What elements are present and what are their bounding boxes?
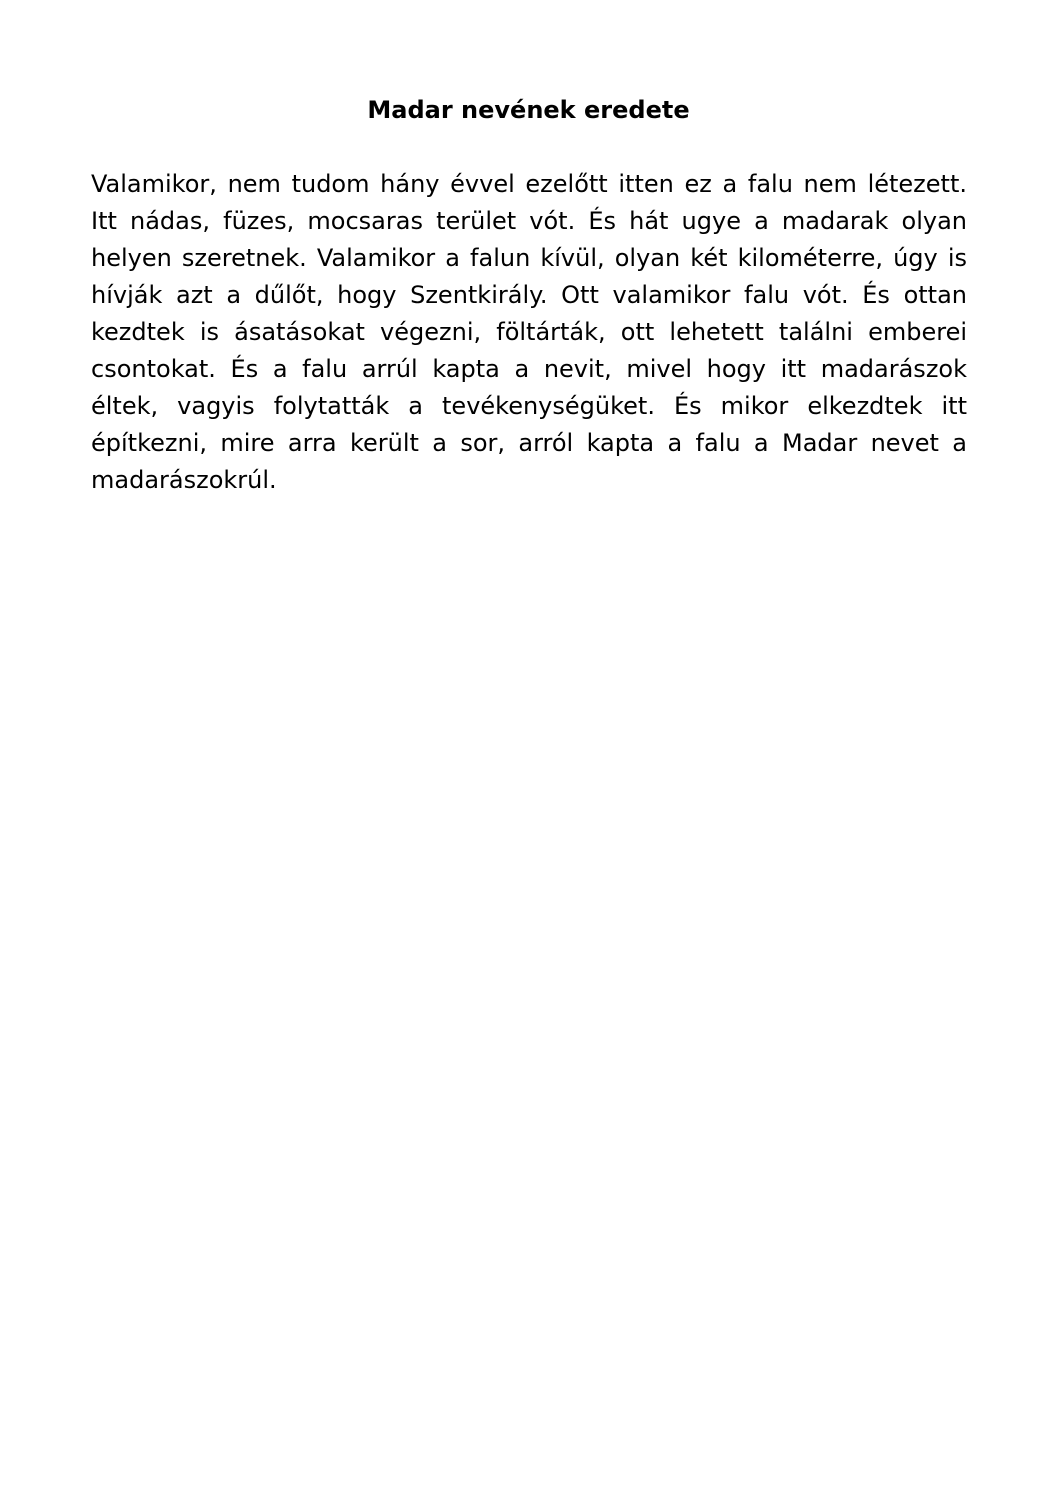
body-line: hívják azt a dűlőt, hogy Szentkirály. Ott valamikor falu vót. És ottan [91, 281, 967, 309]
body-line: Valamikor, nem tudom hány évvel ezelőtt itten ez a falu nem létezett. [91, 170, 967, 198]
body-line: éltek, vagyis folytatták a tevékenységüket. És mikor elkezdtek itt [91, 392, 967, 420]
body-line: építkezni, mire arra került a sor, arról kapta a falu a Madar nevet a [91, 429, 967, 457]
body-line: helyen szeretnek. Valamikor a falun kívül, olyan két kilométerre, úgy is [91, 244, 967, 272]
body-line: Itt nádas, füzes, mocsaras terület vót. És hát ugye a madarak olyan [91, 207, 967, 235]
document-title: Madar nevének eredete [367, 96, 690, 124]
document-body [91, 166, 967, 499]
body-line: madarászokrúl. [91, 466, 277, 494]
body-line: csontokat. És a falu arrúl kapta a nevit, mivel hogy itt madarászok [91, 355, 967, 383]
body-line: kezdtek is ásatásokat végezni, föltárták, ott lehetett találni emberei [91, 318, 967, 346]
